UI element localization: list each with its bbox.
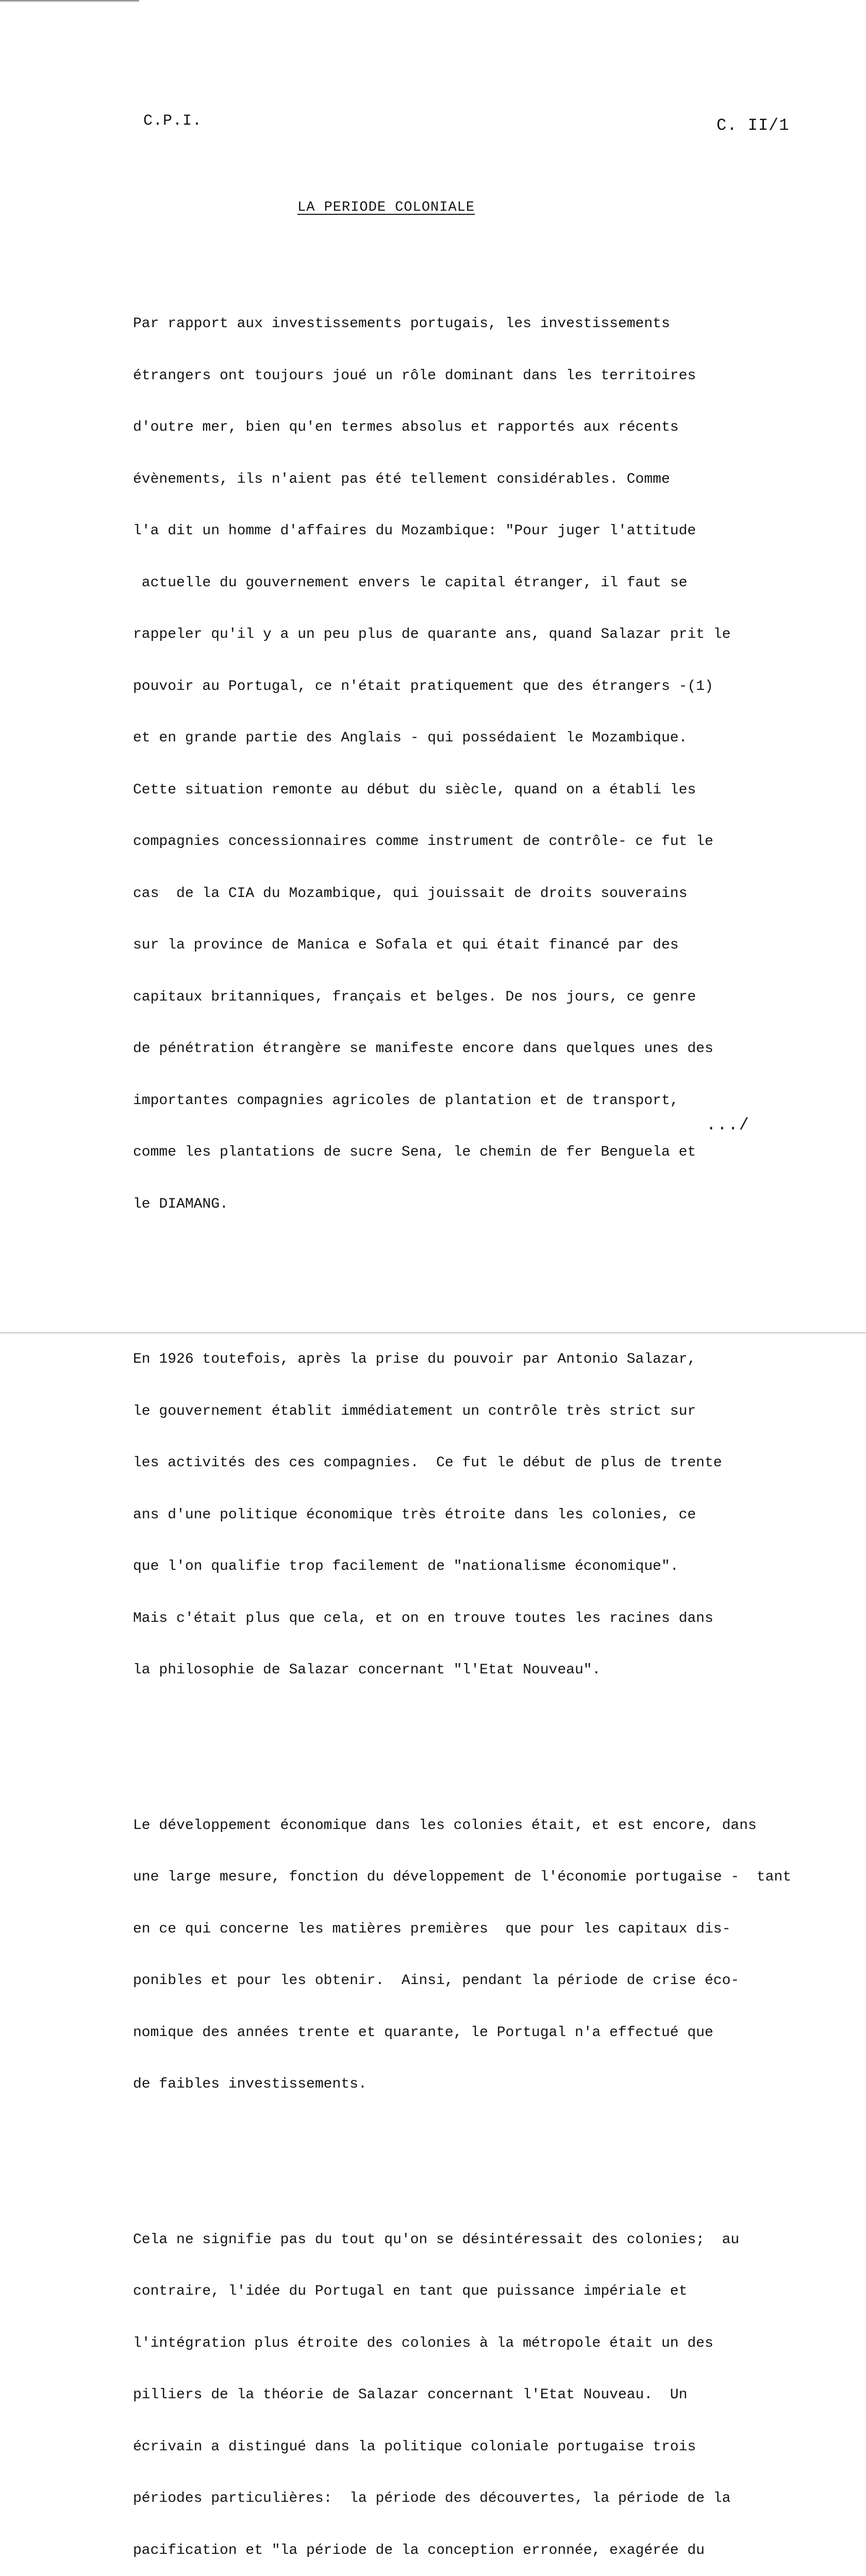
paragraph-4 xyxy=(133,2197,819,2576)
text-line: Cette situation remonte au début du siècle, quand on a établi les xyxy=(133,782,819,799)
text-line: les activités des ces compagnies. Ce fut le début de plus de trente xyxy=(133,1454,819,1472)
text-line: capitaux britanniques, français et belges. De nos jours, ce genre xyxy=(133,989,819,1006)
header-reference-right: C. II/1 xyxy=(717,116,789,135)
text-line: rappeler qu'il y a un peu plus de quarante ans, quand Salazar prit le xyxy=(133,626,819,643)
scan-edge-bottom xyxy=(0,1332,866,1333)
text-line: actuelle du gouvernement envers le capital étranger, il faut se xyxy=(133,574,819,592)
paragraph-2 xyxy=(133,1316,819,1714)
text-line: pacification et "la période de la conception erronnée, exagérée du xyxy=(133,2542,819,2560)
text-line: Cela ne signifie pas du tout qu'on se désintéressait des colonies; au xyxy=(133,2231,819,2249)
text-line: Le développement économique dans les colonies était, et est encore, dans xyxy=(133,1817,819,1835)
text-line: En 1926 toutefois, après la prise du pouvoir par Antonio Salazar, xyxy=(133,1351,819,1368)
text-line: le gouvernement établit immédiatement un contrôle très strict sur xyxy=(133,1403,819,1420)
text-line: Par rapport aux investissements portugais, les investissements xyxy=(133,315,819,333)
text-line: Mais c'était plus que cela, et on en trouve toutes les racines dans xyxy=(133,1610,819,1628)
text-line: nomique des années trente et quarante, le Portugal n'a effectué que xyxy=(133,2024,819,2042)
continuation-marker: .../ xyxy=(706,1115,750,1134)
paragraph-3 xyxy=(133,1783,819,2128)
text-line: évènements, ils n'aient pas été tellement considérables. Comme xyxy=(133,471,819,488)
text-line: l'intégration plus étroite des colonies à la métropole était un des xyxy=(133,2335,819,2352)
text-line: contraire, l'idée du Portugal en tant que puissance impériale et xyxy=(133,2283,819,2300)
text-line: que l'on qualifie trop facilement de "nationalisme économique". xyxy=(133,1558,819,1575)
text-line: pouvoir au Portugal, ce n'était pratiquement que des étrangers -(1) xyxy=(133,678,819,696)
text-line: ponibles et pour les obtenir. Ainsi, pendant la période de crise éco- xyxy=(133,1972,819,1990)
document-body xyxy=(133,246,819,2576)
text-line: ans d'une politique économique très étroite dans les colonies, ce xyxy=(133,1506,819,1524)
scan-edge-top xyxy=(0,0,139,2)
text-line: écrivain a distingué dans la politique coloniale portugaise trois xyxy=(133,2438,819,2456)
text-line: comme les plantations de sucre Sena, le chemin de fer Benguela et xyxy=(133,1144,819,1161)
text-line: pilliers de la théorie de Salazar concernant l'Etat Nouveau. Un xyxy=(133,2386,819,2404)
text-line: et en grande partie des Anglais - qui possédaient le Mozambique. xyxy=(133,730,819,747)
text-line: en ce qui concerne les matières premières que pour les capitaux dis- xyxy=(133,1921,819,1938)
text-line: l'a dit un homme d'affaires du Mozambique: "Pour juger l'attitude xyxy=(133,522,819,540)
text-line: de pénétration étrangère se manifeste encore dans quelques unes des xyxy=(133,1040,819,1058)
document-title: LA PERIODE COLONIALE xyxy=(297,200,475,215)
text-line: la philosophie de Salazar concernant "l'Etat Nouveau". xyxy=(133,1662,819,1679)
text-line: cas de la CIA du Mozambique, qui jouissait de droits souverains xyxy=(133,885,819,903)
text-line: une large mesure, fonction du développement de l'économie portugaise - tant xyxy=(133,1869,819,1886)
header-reference-left: C.P.I. xyxy=(143,112,202,130)
text-line: périodes particulières: la période des découvertes, la période de la xyxy=(133,2490,819,2507)
paragraph-1 xyxy=(133,281,819,1247)
text-line: d'outre mer, bien qu'en termes absolus et rapportés aux récents xyxy=(133,419,819,436)
text-line: de faibles investissements. xyxy=(133,2076,819,2093)
text-line: étrangers ont toujours joué un rôle dominant dans les territoires xyxy=(133,367,819,385)
text-line: sur la province de Manica e Sofala et qui était financé par des xyxy=(133,937,819,954)
text-line: le DIAMANG. xyxy=(133,1196,819,1213)
text-line: compagnies concessionnaires comme instrument de contrôle- ce fut le xyxy=(133,833,819,851)
text-line: importantes compagnies agricoles de plantation et de transport, xyxy=(133,1092,819,1110)
